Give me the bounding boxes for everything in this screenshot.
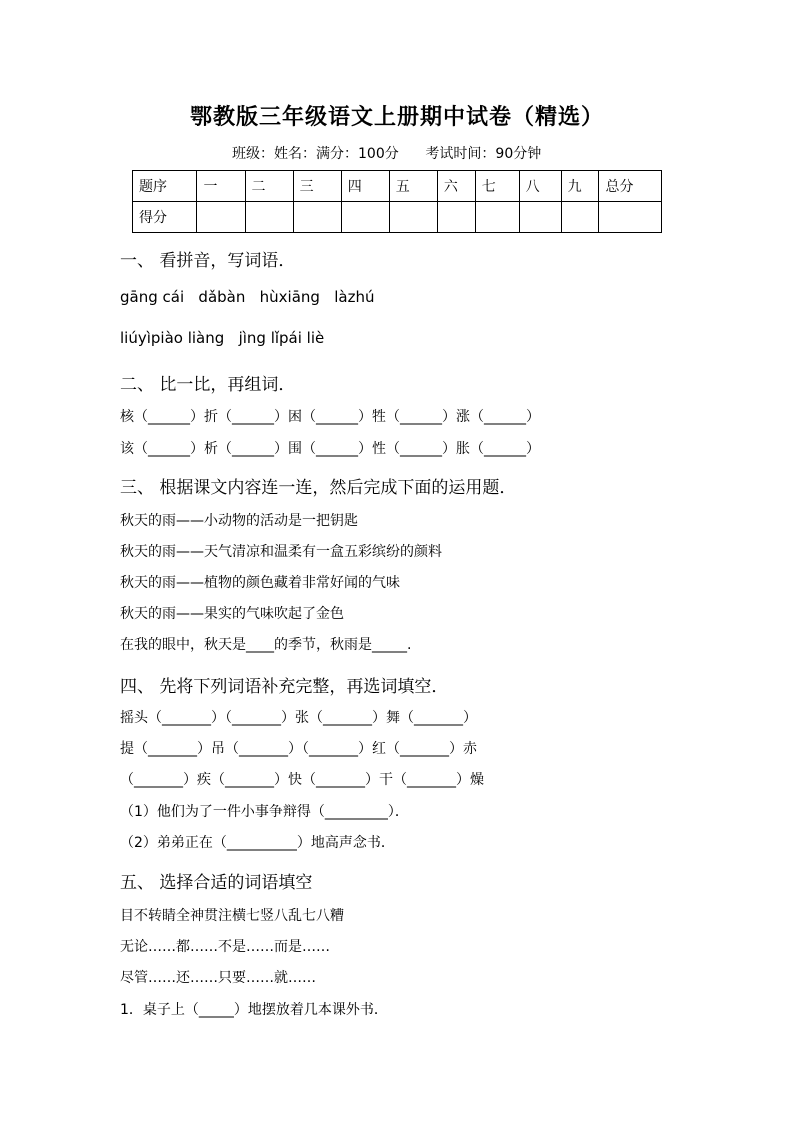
- exam-info: 班级：姓名：满分：100分 考试时间：90分钟: [232, 146, 542, 162]
- row-label-cell: 得分: [133, 202, 197, 233]
- compare-line: 该（______）析（______）围（______）性（______）胀（______）: [120, 441, 540, 457]
- section-5-title: 五、 选择合适的词语填空: [120, 873, 313, 893]
- pinyin-line: liúyìpiào liàng jìng lǐpái liè: [120, 329, 325, 347]
- section-2-title: 二、 比一比，再组词．: [120, 375, 296, 395]
- page-title: 鄂教版三年级语文上册期中试卷（精选）: [189, 105, 604, 130]
- header-cell: 一: [197, 171, 245, 202]
- question-line: 1．桌子上（_____）地摆放着几本课外书．: [120, 1002, 388, 1018]
- question-line: （1）他们为了一件小事争辩得（_________）．: [120, 804, 409, 820]
- word-bank-line: 目不转睛全神贯注横七竖八乱七八糟: [120, 908, 344, 924]
- pinyin-line: gāng cái dǎbàn hùxiāng làzhú: [120, 288, 375, 306]
- idiom-line: （_______）疾（_______）快（_______）干（_______）燥: [120, 772, 484, 788]
- header-cell: 九: [561, 171, 599, 202]
- score-cell[interactable]: [561, 202, 599, 233]
- idiom-line: 提（_______）吊（_______）（_______）红（_______）赤: [120, 741, 477, 757]
- section-3-title: 三、 根据课文内容连一连，然后完成下面的运用题．: [120, 478, 517, 498]
- section-1-title: 一、 看拼音，写词语．: [120, 251, 296, 271]
- header-cell: 五: [389, 171, 437, 202]
- fill-line: 在我的眼中，秋天是____的季节，秋雨是_____.: [120, 637, 412, 653]
- score-table-score-row: [133, 202, 662, 233]
- header-cell: 总分: [599, 171, 662, 202]
- score-cell[interactable]: [341, 202, 389, 233]
- score-cell[interactable]: [437, 202, 475, 233]
- score-cell[interactable]: [599, 202, 662, 233]
- word-bank-line: 无论……都……不是……而是……: [120, 939, 330, 955]
- score-cell[interactable]: [197, 202, 245, 233]
- match-line: 秋天的雨——果实的气味吹起了金色: [120, 606, 344, 622]
- header-cell: 七: [475, 171, 519, 202]
- match-line: 秋天的雨——小动物的活动是一把钥匙: [120, 513, 358, 529]
- score-table: [132, 170, 662, 233]
- header-cell: 四: [341, 171, 389, 202]
- section-4-title: 四、 先将下列词语补充完整，再选词填空．: [120, 677, 449, 697]
- header-cell: 八: [519, 171, 561, 202]
- header-cell: 三: [293, 171, 341, 202]
- match-line: 秋天的雨——植物的颜色藏着非常好闻的气味: [120, 575, 400, 591]
- header-cell: 二: [245, 171, 293, 202]
- match-line: 秋天的雨——天气清凉和温柔有一盒五彩缤纷的颜料: [120, 544, 442, 560]
- header-cell: 六: [437, 171, 475, 202]
- question-line: （2）弟弟正在（__________）地高声念书．: [120, 835, 395, 851]
- score-cell[interactable]: [475, 202, 519, 233]
- idiom-line: 摇头（_______）（_______）张（_______）舞（_______）: [120, 710, 477, 726]
- word-bank-line: 尽管……还……只要……就……: [120, 970, 316, 986]
- score-cell[interactable]: [245, 202, 293, 233]
- score-cell[interactable]: [293, 202, 341, 233]
- score-cell[interactable]: [389, 202, 437, 233]
- score-table-header-row: [133, 171, 662, 202]
- score-cell[interactable]: [519, 202, 561, 233]
- header-cell: 题序: [133, 171, 197, 202]
- compare-line: 核（______）折（______）困（______）牲（______）涨（______）: [120, 409, 540, 425]
